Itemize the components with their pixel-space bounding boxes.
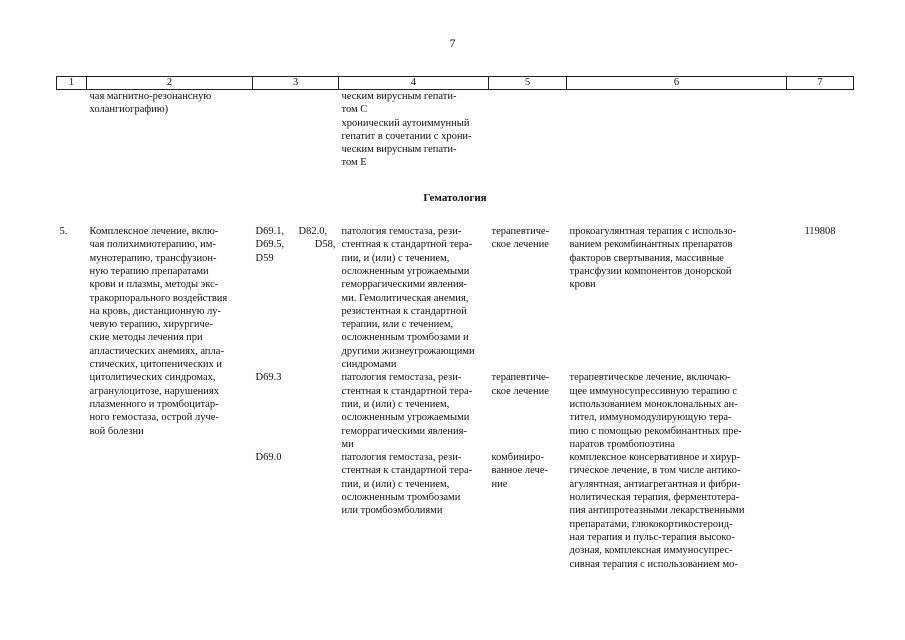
col-header-4: 4	[339, 77, 489, 90]
text-line: ми	[341, 438, 354, 450]
section-row	[57, 170, 854, 225]
text-line: ские методы лечения при	[89, 332, 203, 344]
text-line: патология гемостаза, рези-	[341, 226, 462, 238]
text-line: прокоагулянтная терапия с использо-	[569, 226, 737, 238]
treatment-type-cell	[489, 451, 567, 571]
text-line: паратов тромбопоэтина	[569, 438, 675, 450]
patient-model-cell	[339, 371, 489, 451]
text-line: гическое лечение, в том числе антико-	[569, 465, 741, 477]
icd-code: D59	[255, 252, 274, 264]
text-line: хронический аутоиммунный	[341, 117, 470, 129]
text-line: резистентная к стандартной	[341, 305, 467, 317]
text-line: факторов свертывания, массивные	[569, 252, 724, 264]
text-line: стических, цитопенических и	[89, 359, 222, 371]
text-line: ческим вирусным гепати-	[341, 91, 457, 102]
continuation-row	[57, 90, 854, 170]
icd-code: D69.1,	[255, 226, 285, 238]
text-line: стентная к стандартной тера-	[341, 465, 473, 477]
treatment-method-cell	[567, 225, 787, 371]
text-line: цитолитических синдромах,	[89, 372, 216, 384]
icd-codes-cell	[253, 451, 339, 571]
treatment-method-cell	[567, 451, 787, 571]
text-line: апластических анемиях, апла-	[89, 345, 224, 357]
row-number: 5.	[59, 226, 68, 238]
text-line: вой болезни	[89, 425, 144, 437]
text-line: ское лечение	[491, 385, 549, 397]
text-line: ние	[491, 478, 508, 490]
text-line: ная терапия и пульс-терапия высоко-	[569, 531, 735, 543]
icd-codes-cell	[253, 371, 339, 451]
text-line: геморрагическими явления-	[341, 279, 467, 291]
text-line: ми. Гемолитическая анемия,	[341, 292, 469, 304]
text-line: пии, и (или) с течением,	[341, 398, 450, 410]
icd-code: D69.0	[255, 452, 282, 464]
standard-cost: 119808	[804, 226, 836, 238]
text-line: ское лечение	[491, 239, 549, 251]
text-line: или тромбоэмболиями	[341, 505, 443, 517]
patient-model-cell	[339, 225, 489, 371]
text-line: осложненным угрожаемыми	[341, 265, 470, 277]
text-line: агранулоцитозе, нарушениях	[89, 385, 219, 397]
text-line: пии, и (или) с течением,	[341, 478, 450, 490]
continuation-model-cell	[339, 90, 489, 170]
text-line: пия антипротеазными лекарственными	[569, 505, 745, 517]
method-cell	[87, 225, 253, 571]
text-line: терапевтиче-	[491, 226, 550, 238]
text-line: плазменного и тромбоцитар-	[89, 398, 219, 410]
col-header-3: 3	[253, 77, 339, 90]
text-line: том С	[341, 104, 368, 116]
text-line: ного гемостаза, острой луче-	[89, 412, 219, 424]
text-line: комбиниро-	[491, 452, 544, 464]
text-line: ванное лече-	[491, 465, 548, 477]
text-line: синдромами	[341, 359, 397, 371]
text-line: дозная, комплексная иммуносупрес-	[569, 545, 733, 557]
text-line: мунотерапию, трансфузион-	[89, 252, 217, 264]
treatment-type-cell	[489, 225, 567, 371]
page-number: 7	[449, 36, 456, 50]
text-line: агулянтная, антиагрегантная и фибри-	[569, 478, 741, 490]
text-line: стентная к стандартной тера-	[341, 385, 473, 397]
icd-codes-cell	[253, 225, 296, 371]
text-line: патология гемостаза, рези-	[341, 372, 462, 384]
icd-code: D82.0,	[298, 226, 328, 238]
icd-code: D69.3	[255, 372, 282, 384]
text-line: тител, иммуномодулирующую тера-	[569, 412, 732, 424]
text-line: патология гемостаза, рези-	[341, 452, 462, 464]
text-line: крови	[569, 279, 596, 291]
text-line: холангиографию)	[89, 104, 169, 116]
icd-code: D69.5,	[255, 239, 285, 251]
text-line: том Е	[341, 157, 367, 169]
col-header-1: 1	[57, 77, 87, 90]
text-line: ванием рекомбинантных препаратов	[569, 239, 733, 251]
text-line: чая полихимиотерапию, им-	[89, 239, 216, 251]
text-line: гепатит в сочетании с хрони-	[341, 130, 472, 142]
patient-model-cell	[339, 451, 489, 571]
text-line: терапии, или с течением,	[341, 319, 454, 331]
text-line: ческим вирусным гепати-	[341, 144, 457, 156]
text-line: чевую терапию, хирургиче-	[89, 319, 213, 331]
text-line: нолитическая терапия, ферментотера-	[569, 492, 740, 504]
text-line: стентная к стандартной тера-	[341, 239, 473, 251]
treatment-method-cell	[567, 371, 787, 451]
text-line: осложненным тромбозами	[341, 492, 461, 504]
text-line: терапевтиче-	[491, 372, 550, 384]
col-header-7: 7	[787, 77, 854, 90]
col-header-6: 6	[567, 77, 787, 90]
text-line: чая магнитно-резонансную	[89, 91, 212, 102]
text-line: осложненным угрожаемыми	[341, 412, 470, 424]
medical-care-table	[56, 76, 854, 571]
text-line: трансфузии компонентов донорской	[569, 265, 732, 277]
text-line: крови и плазмы, методы экс-	[89, 279, 219, 291]
text-line: использованием моноклональных ан-	[569, 398, 738, 410]
text-line: осложненным тромбозами и	[341, 332, 469, 344]
text-line: комплексное консервативное и хирур-	[569, 452, 741, 464]
col-header-5: 5	[489, 77, 567, 90]
text-line: пии, и (или) с течением,	[341, 252, 450, 264]
treatment-type-cell	[489, 371, 567, 451]
text-line: геморрагическими явления-	[341, 425, 467, 437]
text-line: на кровь, дистанционную лу-	[89, 305, 222, 317]
text-line: сивная терапия с использованием мо-	[569, 558, 738, 570]
text-line: щее иммуносупрессивную терапию с	[569, 385, 738, 397]
text-line: ную терапию препаратами	[89, 265, 209, 277]
text-line: препаратами, глюкокортикостероид-	[569, 518, 733, 530]
text-line: терапевтическое лечение, включаю-	[569, 372, 731, 384]
col-header-2: 2	[87, 77, 253, 90]
icd-codes-cell-2	[296, 225, 339, 371]
continuation-method-cell	[87, 90, 253, 170]
section-title: Гематология	[423, 191, 487, 204]
text-line: другими жизнеугрожающими	[341, 345, 475, 357]
icd-code: D58,	[314, 239, 336, 251]
row-5-sub-1	[57, 225, 854, 371]
text-line: тракорпорального воздействия	[89, 292, 228, 304]
text-line: Комплексное лечение, вклю-	[89, 226, 219, 238]
text-line: пию с помощью рекомбинантных пре-	[569, 425, 742, 437]
header-row	[57, 77, 854, 90]
